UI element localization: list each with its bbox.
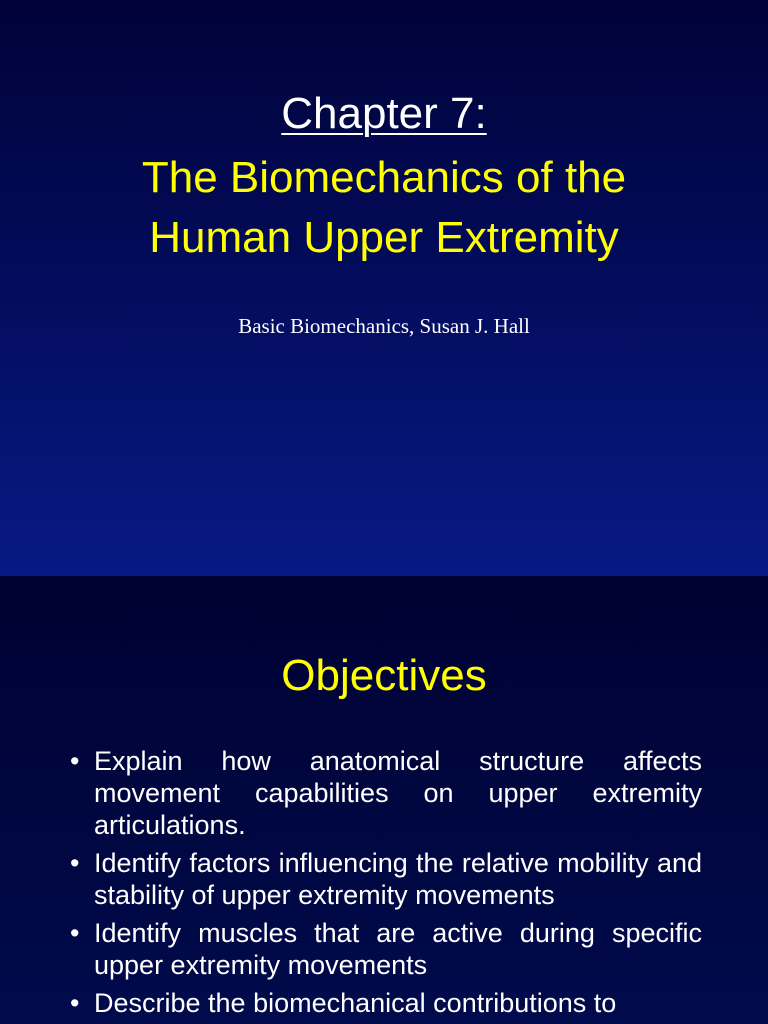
bullet: • xyxy=(70,988,80,1018)
slide-title-line: Human Upper Extremity xyxy=(149,213,619,262)
objectives-slide xyxy=(0,576,768,1024)
objective-item xyxy=(70,745,702,841)
objective-text: Describe the biomechanical contributions to xyxy=(94,988,617,1018)
objective-item xyxy=(70,917,702,981)
slide-title-line: The Biomechanics of the xyxy=(141,153,627,202)
objectives-title: Objectives xyxy=(281,651,487,700)
objectives-list xyxy=(70,745,702,1019)
objective-item xyxy=(70,847,702,911)
objective-item xyxy=(70,987,702,1019)
slide-subtitle: Basic Biomechanics, Susan J. Hall xyxy=(238,314,530,338)
objective-text: Identify factors influencing the relative mobility and stability of upper extremity movements xyxy=(94,848,702,910)
bullet: • xyxy=(70,848,80,878)
bullet: • xyxy=(70,918,80,948)
chapter-heading: Chapter 7: xyxy=(281,89,487,138)
objective-text: Identify muscles that are active during specific upper extremity movements xyxy=(94,918,702,980)
objective-text: Explain how anatomical structure affects movement capabilities on upper extremity articulations. xyxy=(94,746,702,840)
bullet: • xyxy=(70,746,80,776)
